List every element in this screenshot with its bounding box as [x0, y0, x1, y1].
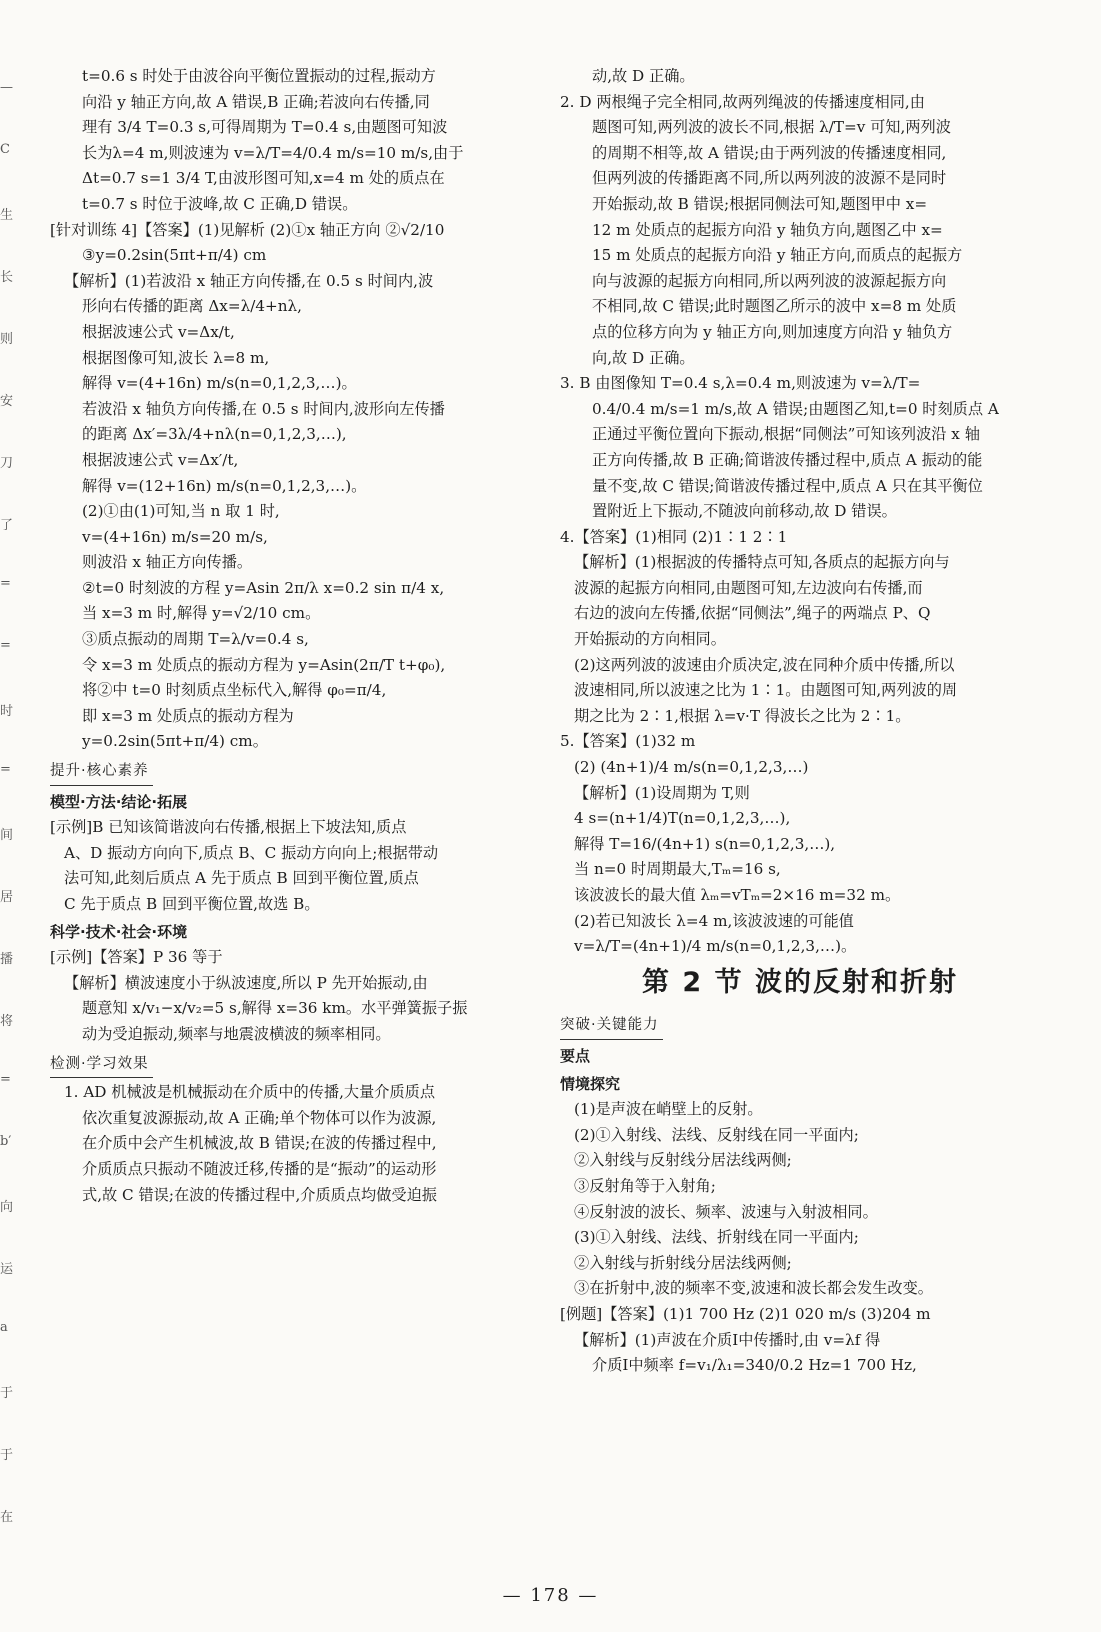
text-line: 向沿 y 轴正方向,故 A 错误,B 正确;若波向右传播,同: [82, 92, 430, 111]
text-line: 要点: [560, 1046, 591, 1065]
text-line: 的距离 Δx′=3λ/4+nλ(n=0,1,2,3,…),: [82, 425, 347, 444]
text-line: [例题]【答案】(1)1 700 Hz (2)1 020 m/s (3)204 m: [560, 1304, 931, 1323]
text-line: 【解析】(1)设周期为 T,则: [574, 783, 750, 802]
text-line: 正通过平衡位置向下振动,根据“同侧法”可知该列波沿 x 轴: [592, 425, 980, 444]
text-line: 长为λ=4 m,则波速为 v=λ/T=4/0.4 m/s=10 m/s,由于: [82, 143, 464, 162]
text-line: 根据波速公式 v=Δx/t,: [82, 322, 235, 341]
margin-fragment: 长: [0, 270, 14, 285]
text-line: 科学·技术·社会·环境: [50, 922, 188, 941]
text-line: 令 x=3 m 处质点的振动方程为 y=Asin(2π/T t+φ₀),: [82, 655, 446, 674]
text-line: 点的位移方向为 y 轴正方向,则加速度方向沿 y 轴负方: [592, 322, 953, 341]
text-line: A、D 振动方向向下,质点 B、C 振动方向向上;根据带动: [64, 843, 439, 862]
text-line: ③在折射中,波的频率不变,波速和波长都会发生改变。: [574, 1279, 933, 1298]
text-line: t=0.7 s 时位于波峰,故 C 正确,D 错误。: [82, 194, 358, 213]
text-line: 解得 v=(12+16n) m/s(n=0,1,2,3,…)。: [82, 476, 367, 495]
text-line: 期之比为 2∶1,根据 λ=v·T 得波长之比为 2∶1。: [574, 706, 911, 725]
margin-fragment: C: [0, 142, 10, 157]
text-line: 该波波长的最大值 λₘ=vTₘ=2×16 m=32 m。: [574, 886, 901, 904]
margin-fragment: =: [0, 576, 11, 591]
text-line: 【解析】(1)根据波的传播特点可知,各质点的起振方向与: [574, 553, 950, 572]
text-line: 【解析】(1)声波在介质Ⅰ中传播时,由 v=λf 得: [574, 1330, 881, 1349]
text-line: 4.【答案】(1)相同 (2)1∶1 2∶1: [560, 527, 788, 546]
text-line: 解得 v=(4+16n) m/s(n=0,1,2,3,…)。: [82, 374, 357, 393]
margin-fragment: 时: [0, 704, 14, 719]
text-line: 3. B 由图像知 T=0.4 s,λ=0.4 m,则波速为 v=λ/T=: [560, 374, 921, 393]
margin-fragment: 了: [0, 518, 14, 533]
text-line: ③反射角等于入射角;: [574, 1176, 716, 1195]
text-line: (2)这两列波的波速由介质决定,波在同种介质中传播,所以: [574, 655, 955, 674]
text-line: 量不变,故 C 错误;简谐波传播过程中,质点 A 只在其平衡位: [592, 476, 983, 495]
text-line: [针对训练 4]【答案】(1)见解析 (2)①x 轴正方向 ②√2/10: [50, 220, 445, 239]
text-line: 即 x=3 m 处质点的振动方程为: [82, 706, 294, 725]
margin-fragment: 播: [0, 952, 14, 967]
text-line: 置附近上下振动,不随波向前移动,故 D 错误。: [592, 502, 897, 521]
text-line: 依次重复波源振动,故 A 正确;单个物体可以作为波源,: [82, 1108, 437, 1127]
margin-fragment: 安: [0, 394, 14, 409]
text-line: ②入射线与折射线分居法线两侧;: [574, 1253, 792, 1272]
margin-fragment: =: [0, 1072, 11, 1087]
text-line: 动为受迫振动,频率与地震波横波的频率相同。: [82, 1024, 391, 1043]
text-line: v=λ/T=(4n+1)/4 m/s(n=0,1,2,3,…)。: [574, 937, 857, 956]
text-line: 将②中 t=0 时刻质点坐标代入,解得 φ₀=π/4,: [82, 681, 387, 700]
text-line: (2)①入射线、法线、反射线在同一平面内;: [574, 1125, 859, 1144]
text-line: 第 2 节 波的反射和折射: [642, 966, 958, 998]
margin-fragment: a: [0, 1320, 8, 1335]
text-line: 题意知 x/v₁−x/v₂=5 s,解得 x=36 km。水平弹簧振子振: [82, 999, 468, 1018]
text-line: (1)是声波在峭壁上的反射。: [574, 1100, 763, 1119]
text-line: 题图可知,两列波的波长不同,根据 λ/T=v 可知,两列波: [592, 118, 951, 137]
right-column: [560, 64, 1040, 1379]
text-line: ②入射线与反射线分居法线两侧;: [574, 1151, 792, 1170]
text-line: 若波沿 x 轴负方向传播,在 0.5 s 时间内,波形向左传播: [82, 399, 445, 418]
text-line: (2) (4n+1)/4 m/s(n=0,1,2,3,…): [574, 758, 809, 777]
text-line: 【解析】横波速度小于纵波速度,所以 P 先开始振动,由: [64, 973, 428, 992]
text-line: ③质点振动的周期 T=λ/v=0.4 s,: [82, 630, 309, 649]
text-line: ④反射波的波长、频率、波速与入射波相同。: [574, 1202, 878, 1221]
margin-fragment: 于: [0, 1386, 14, 1401]
text-line: 形向右传播的距离 Δx=λ/4+nλ,: [82, 297, 302, 316]
text-line: 向与波源的起振方向相同,所以两列波的波源起振方向: [592, 271, 947, 290]
margin-fragment: 于: [0, 1448, 14, 1463]
page-number: — 178 —: [502, 1585, 599, 1606]
text-line: t=0.6 s 时处于由波谷向平衡位置振动的过程,振动方: [82, 67, 436, 85]
text-line: 当 x=3 m 时,解得 y=√2/10 cm。: [82, 604, 321, 623]
text-line: 理有 3/4 T=0.3 s,可得周期为 T=0.4 s,由题图可知波: [82, 118, 448, 137]
text-line: 12 m 处质点的起振方向沿 y 轴负方向,题图乙中 x=: [592, 220, 943, 239]
margin-fragment: 将: [0, 1014, 14, 1029]
text-line: 则波沿 x 轴正方向传播。: [82, 553, 253, 572]
text-line: C 先于质点 B 回到平衡位置,故选 B。: [64, 895, 320, 913]
text-line: v=(4+16n) m/s=20 m/s,: [82, 527, 268, 546]
text-line: 动,故 D 正确。: [592, 67, 695, 85]
margin-fragment: 刀: [0, 456, 14, 471]
text-line: (2)若已知波长 λ=4 m,该波波速的可能值: [574, 911, 854, 930]
text-line: 式,故 C 错误;在波的传播过程中,介质质点均做受迫振: [82, 1185, 437, 1204]
text-line: (2)①由(1)可知,当 n 取 1 时,: [82, 502, 280, 521]
text-line: 1. AD 机械波是机械振动在介质中的传播,大量介质质点: [64, 1083, 436, 1102]
text-line: y=0.2sin(5πt+π/4) cm。: [82, 732, 268, 751]
left-margin-fragments: [0, 40, 16, 1580]
text-line: 当 n=0 时周期最大,Tₘ=16 s,: [574, 860, 781, 879]
text-line: 4 s=(n+1/4)T(n=0,1,2,3,…),: [574, 809, 791, 828]
margin-fragment: =: [0, 638, 11, 653]
text-line: 根据波速公式 v=Δx′/t,: [82, 450, 239, 469]
text-line: 开始振动,故 B 错误;根据同侧法可知,题图甲中 x=: [592, 194, 928, 213]
margin-fragment: 居: [0, 890, 14, 905]
text-line: 0.4/0.4 m/s=1 m/s,故 A 错误;由题图乙知,t=0 时刻质点 A: [592, 399, 999, 418]
margin-fragment: 间: [0, 828, 14, 843]
text-line: [示例]B 已知该简谐波向右传播,根据上下坡法知,质点: [50, 818, 407, 837]
text-line: 模型·方法·结论·拓展: [50, 792, 188, 811]
margin-fragment: 向: [0, 1200, 14, 1215]
margin-fragment: —: [0, 80, 13, 95]
margin-fragment: b′: [0, 1134, 12, 1149]
text-line: 不相同,故 C 错误;此时题图乙所示的波中 x=8 m 处质: [592, 297, 957, 316]
text-line: 介质Ⅰ中频率 f=v₁/λ₁=340/0.2 Hz=1 700 Hz,: [592, 1356, 917, 1375]
text-line: 提升·核心素养: [50, 759, 153, 786]
text-line: 突破·关键能力: [560, 1013, 663, 1040]
text-line: 在介质中会产生机械波,故 B 错误;在波的传播过程中,: [82, 1134, 437, 1153]
text-line: ②t=0 时刻波的方程 y=Asin 2π/λ x=0.2 sin π/4 x,: [82, 578, 445, 597]
margin-fragment: =: [0, 762, 11, 777]
text-line: 解得 T=16/(4n+1) s(n=0,1,2,3,…),: [574, 834, 836, 853]
text-line: 检测·学习效果: [50, 1052, 153, 1079]
text-line: 波速相同,所以波速之比为 1∶1。由题图可知,两列波的周: [574, 681, 958, 700]
margin-fragment: 生: [0, 208, 14, 223]
text-line: 右边的波向左传播,依据“同侧法”,绳子的两端点 P、Q: [574, 604, 931, 623]
text-line: 开始振动的方向相同。: [574, 630, 726, 649]
text-line: 波源的起振方向相同,由题图可知,左边波向右传播,而: [574, 578, 923, 597]
text-line: 法可知,此刻后质点 A 先于质点 B 回到平衡位置,质点: [64, 869, 419, 888]
margin-fragment: 运: [0, 1262, 14, 1277]
text-line: 的周期不相等,故 A 错误;由于两列波的传播速度相同,: [592, 143, 947, 162]
text-line: 2. D 两根绳子完全相同,故两列绳波的传播速度相同,由: [560, 92, 925, 111]
margin-fragment: 则: [0, 332, 14, 347]
text-line: 但两列波的传播距离不同,所以两列波的波源不是同时: [592, 169, 947, 188]
text-line: (3)①入射线、法线、折射线在同一平面内;: [574, 1228, 859, 1247]
margin-fragment: 在: [0, 1510, 14, 1525]
text-line: 15 m 处质点的起振方向沿 y 轴正方向,而质点的起振方: [592, 246, 963, 265]
text-line: Δt=0.7 s=1 3/4 T,由波形图可知,x=4 m 处的质点在: [82, 169, 445, 188]
text-line: 介质质点只振动不随波迁移,传播的是“振动”的运动形: [82, 1159, 437, 1178]
text-line: 情境探究: [560, 1074, 621, 1093]
text-line: ③y=0.2sin(5πt+π/4) cm: [82, 246, 267, 265]
text-line: 正方向传播,故 B 正确;简谐波传播过程中,质点 A 振动的能: [592, 450, 983, 469]
left-column: [50, 64, 530, 1208]
text-line: 向,故 D 正确。: [592, 348, 695, 367]
text-line: [示例]【答案】P 36 等于: [50, 948, 223, 967]
text-line: 5.【答案】(1)32 m: [560, 732, 696, 751]
text-line: 【解析】(1)若波沿 x 轴正方向传播,在 0.5 s 时间内,波: [64, 271, 434, 290]
text-line: 根据图像可知,波长 λ=8 m,: [82, 348, 270, 367]
